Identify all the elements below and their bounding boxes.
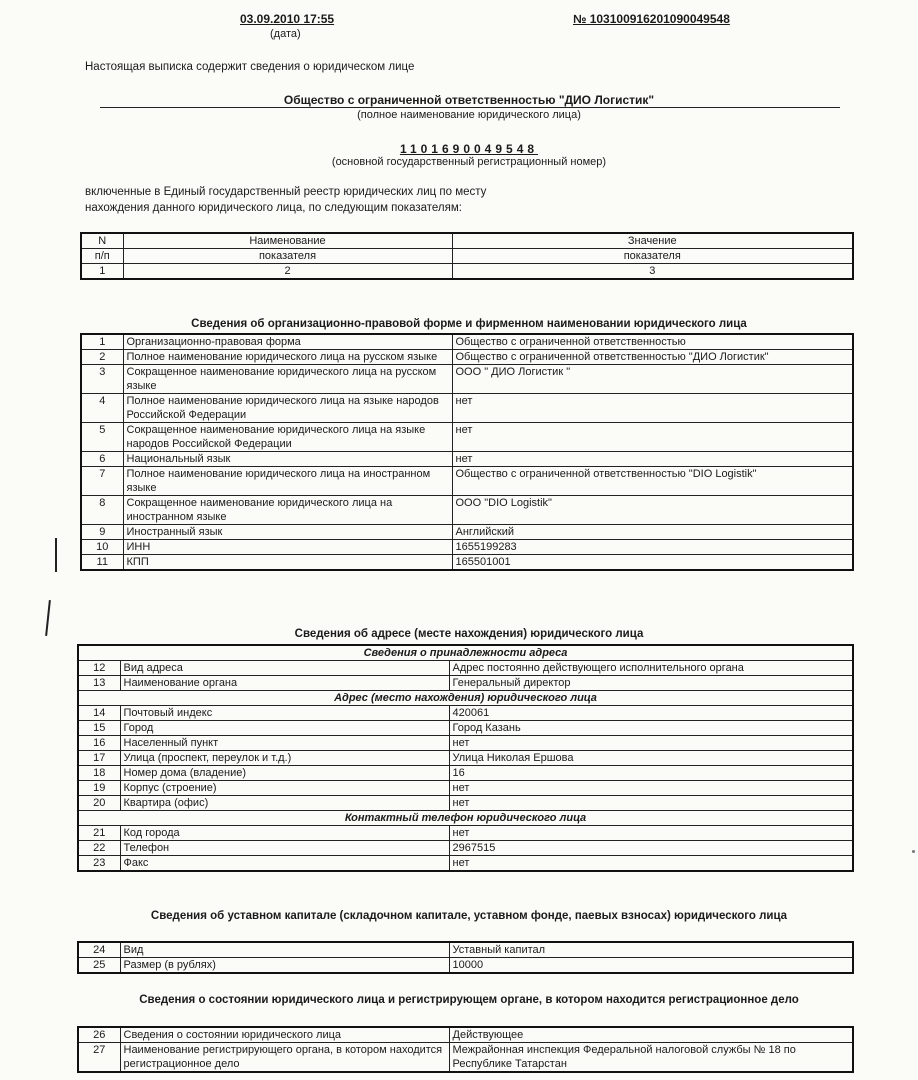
- row-number: 15: [78, 721, 120, 736]
- col-number-index: 1: [81, 264, 123, 280]
- table-row: [78, 766, 853, 781]
- row-indicator-name: Вид: [120, 942, 449, 958]
- organization-name: Общество с ограниченной ответственностью "ДИО Логистик": [283, 93, 655, 107]
- col-value-label: Значение: [452, 233, 853, 249]
- columns-header-table: [80, 232, 854, 280]
- included-line-2: нахождения данного юридического лица, по следующим показателям:: [85, 202, 462, 214]
- row-indicator-value: Улица Николая Ершова: [449, 751, 853, 766]
- row-number: 13: [78, 676, 120, 691]
- row-indicator-value: нет: [449, 826, 853, 841]
- row-indicator-value: Адрес постоянно действующего исполнительного органа: [449, 661, 853, 676]
- row-number: 7: [81, 467, 123, 496]
- table-row: [78, 942, 853, 958]
- row-indicator-name: Полное наименование юридического лица на языке народов Российской Федерации: [123, 394, 452, 423]
- col-number-label: N: [81, 233, 123, 249]
- row-indicator-value: Общество с ограниченной ответственностью "DIO Logistik": [452, 467, 853, 496]
- row-indicator-value: нет: [449, 736, 853, 751]
- table-row: [81, 496, 853, 525]
- subsection-row: [78, 811, 853, 826]
- row-number: 17: [78, 751, 120, 766]
- row-indicator-name: Сокращенное наименование юридического лица на иностранном языке: [123, 496, 452, 525]
- table-row: [81, 334, 853, 350]
- col-name-sublabel: показателя: [123, 249, 452, 264]
- row-indicator-name: ИНН: [123, 540, 452, 555]
- table-row: [81, 394, 853, 423]
- address-table: [77, 644, 854, 872]
- section-title-capital: Сведения об уставном капитале (складочном капитале, уставном фонде, паевых взносах) юридического лица: [150, 910, 788, 922]
- table-row: [78, 781, 853, 796]
- row-indicator-name: Факс: [120, 856, 449, 872]
- row-indicator-name: Наименование регистрирующего органа, в котором находится регистрационное дело: [120, 1043, 449, 1073]
- table-row: [78, 661, 853, 676]
- ogrn-number: 1101690049548: [399, 142, 539, 156]
- row-indicator-value: 165501001: [452, 555, 853, 571]
- row-indicator-name: Улица (проспект, переулок и т.д.): [120, 751, 449, 766]
- row-number: 9: [81, 525, 123, 540]
- name-underline: [100, 107, 840, 108]
- table-row: [81, 452, 853, 467]
- intro-text: Настоящая выписка содержит сведения о юридическом лице: [85, 61, 415, 73]
- included-text: [85, 184, 605, 216]
- row-indicator-value: 10000: [449, 958, 853, 974]
- row-indicator-name: Национальный язык: [123, 452, 452, 467]
- table-row: [81, 350, 853, 365]
- row-indicator-name: Населенный пункт: [120, 736, 449, 751]
- row-indicator-name: Корпус (строение): [120, 781, 449, 796]
- row-indicator-value: нет: [452, 423, 853, 452]
- organization-name-caption: (полное наименование юридического лица): [357, 109, 581, 121]
- row-indicator-value: Английский: [452, 525, 853, 540]
- table-row: [78, 676, 853, 691]
- row-indicator-value: 16: [449, 766, 853, 781]
- table-row: [78, 841, 853, 856]
- row-indicator-name: КПП: [123, 555, 452, 571]
- row-number: 2: [81, 350, 123, 365]
- row-indicator-name: Наименование органа: [120, 676, 449, 691]
- included-line-1: включенные в Единый государственный реестр юридических лиц по месту: [85, 186, 487, 198]
- header-row-3: [81, 264, 853, 280]
- org-form-table: [80, 333, 854, 571]
- header-row-2: [81, 249, 853, 264]
- subsection-row: [78, 691, 853, 706]
- section-title-address: Сведения об адресе (месте нахождения) юридического лица: [294, 628, 644, 640]
- table-row: [78, 958, 853, 974]
- subsection-title: Сведения о принадлежности адреса: [78, 645, 853, 661]
- row-indicator-name: Сокращенное наименование юридического лица на русском языке: [123, 365, 452, 394]
- table-row: [78, 1027, 853, 1043]
- row-indicator-value: нет: [449, 781, 853, 796]
- section-title-status: Сведения о состоянии юридического лица и регистрирующем органе, в котором находится регистрационное дело: [139, 994, 799, 1006]
- status-table: [77, 1026, 854, 1073]
- row-indicator-name: Сведения о состоянии юридического лица: [120, 1027, 449, 1043]
- row-number: 18: [78, 766, 120, 781]
- row-indicator-value: Генеральный директор: [449, 676, 853, 691]
- row-number: 24: [78, 942, 120, 958]
- ogrn-caption: (основной государственный регистрационный номер): [331, 156, 607, 168]
- margin-pen-mark: [45, 600, 51, 636]
- scan-speck: [912, 850, 915, 853]
- row-indicator-value: нет: [452, 452, 853, 467]
- row-number: 20: [78, 796, 120, 811]
- table-row: [81, 365, 853, 394]
- col-number-sublabel: п/п: [81, 249, 123, 264]
- table-row: [81, 467, 853, 496]
- col-name-index: 2: [123, 264, 452, 280]
- row-number: 16: [78, 736, 120, 751]
- row-indicator-name: Почтовый индекс: [120, 706, 449, 721]
- table-row: [78, 706, 853, 721]
- subsection-title: Адрес (место нахождения) юридического лица: [78, 691, 853, 706]
- table-row: [78, 856, 853, 872]
- row-indicator-value: Общество с ограниченной ответственностью "ДИО Логистик": [452, 350, 853, 365]
- row-indicator-value: ООО " ДИО Логистик ": [452, 365, 853, 394]
- row-number: 4: [81, 394, 123, 423]
- document-number: № 103100916201090049548: [573, 12, 730, 26]
- row-number: 25: [78, 958, 120, 974]
- row-number: 5: [81, 423, 123, 452]
- row-indicator-value: Действующее: [449, 1027, 853, 1043]
- row-number: 23: [78, 856, 120, 872]
- row-indicator-value: нет: [452, 394, 853, 423]
- capital-table: [77, 941, 854, 974]
- row-number: 1: [81, 334, 123, 350]
- row-indicator-value: Уставный капитал: [449, 942, 853, 958]
- row-number: 12: [78, 661, 120, 676]
- row-indicator-value: Общество с ограниченной ответственностью: [452, 334, 853, 350]
- col-value-index: 3: [452, 264, 853, 280]
- extract-date: 03.09.2010 17:55: [240, 12, 335, 26]
- col-value-sublabel: показателя: [452, 249, 853, 264]
- row-indicator-name: Город: [120, 721, 449, 736]
- table-row: [78, 1043, 853, 1073]
- row-indicator-name: Номер дома (владение): [120, 766, 449, 781]
- row-indicator-name: Размер (в рублях): [120, 958, 449, 974]
- row-indicator-name: Квартира (офис): [120, 796, 449, 811]
- row-number: 11: [81, 555, 123, 571]
- row-indicator-value: 2967515: [449, 841, 853, 856]
- table-row: [78, 826, 853, 841]
- table-row: [81, 525, 853, 540]
- row-number: 27: [78, 1043, 120, 1073]
- header-row-1: [81, 233, 853, 249]
- row-indicator-name: Вид адреса: [120, 661, 449, 676]
- col-name-label: Наименование: [123, 233, 452, 249]
- subsection-row: [78, 645, 853, 661]
- row-indicator-name: Иностранный язык: [123, 525, 452, 540]
- row-number: 26: [78, 1027, 120, 1043]
- table-row: [81, 540, 853, 555]
- date-caption: (дата): [270, 28, 301, 40]
- row-number: 14: [78, 706, 120, 721]
- table-row: [81, 555, 853, 571]
- row-indicator-value: Город Казань: [449, 721, 853, 736]
- row-number: 21: [78, 826, 120, 841]
- row-indicator-name: Организационно-правовая форма: [123, 334, 452, 350]
- row-indicator-value: нет: [449, 796, 853, 811]
- row-indicator-value: 1655199283: [452, 540, 853, 555]
- table-row: [78, 721, 853, 736]
- row-indicator-value: ООО "DIO Logistik": [452, 496, 853, 525]
- table-row: [78, 751, 853, 766]
- table-row: [81, 423, 853, 452]
- row-number: 22: [78, 841, 120, 856]
- table-row: [78, 736, 853, 751]
- row-number: 8: [81, 496, 123, 525]
- row-indicator-value: нет: [449, 856, 853, 872]
- row-indicator-name: Сокращенное наименование юридического лица на языке народов Российской Федерации: [123, 423, 452, 452]
- table-row: [78, 796, 853, 811]
- row-indicator-name: Полное наименование юридического лица на иностранном языке: [123, 467, 452, 496]
- section-title-org-form: Сведения об организационно-правовой форме и фирменном наименовании юридического лица: [191, 318, 747, 330]
- row-number: 10: [81, 540, 123, 555]
- row-indicator-name: Полное наименование юридического лица на русском языке: [123, 350, 452, 365]
- row-indicator-name: Телефон: [120, 841, 449, 856]
- row-indicator-value: 420061: [449, 706, 853, 721]
- row-number: 3: [81, 365, 123, 394]
- row-indicator-value: Межрайонная инспекция Федеральной налоговой службы № 18 по Республике Татарстан: [449, 1043, 853, 1073]
- subsection-title: Контактный телефон юридического лица: [78, 811, 853, 826]
- row-indicator-name: Код города: [120, 826, 449, 841]
- row-number: 19: [78, 781, 120, 796]
- margin-pen-mark: [55, 538, 57, 572]
- row-number: 6: [81, 452, 123, 467]
